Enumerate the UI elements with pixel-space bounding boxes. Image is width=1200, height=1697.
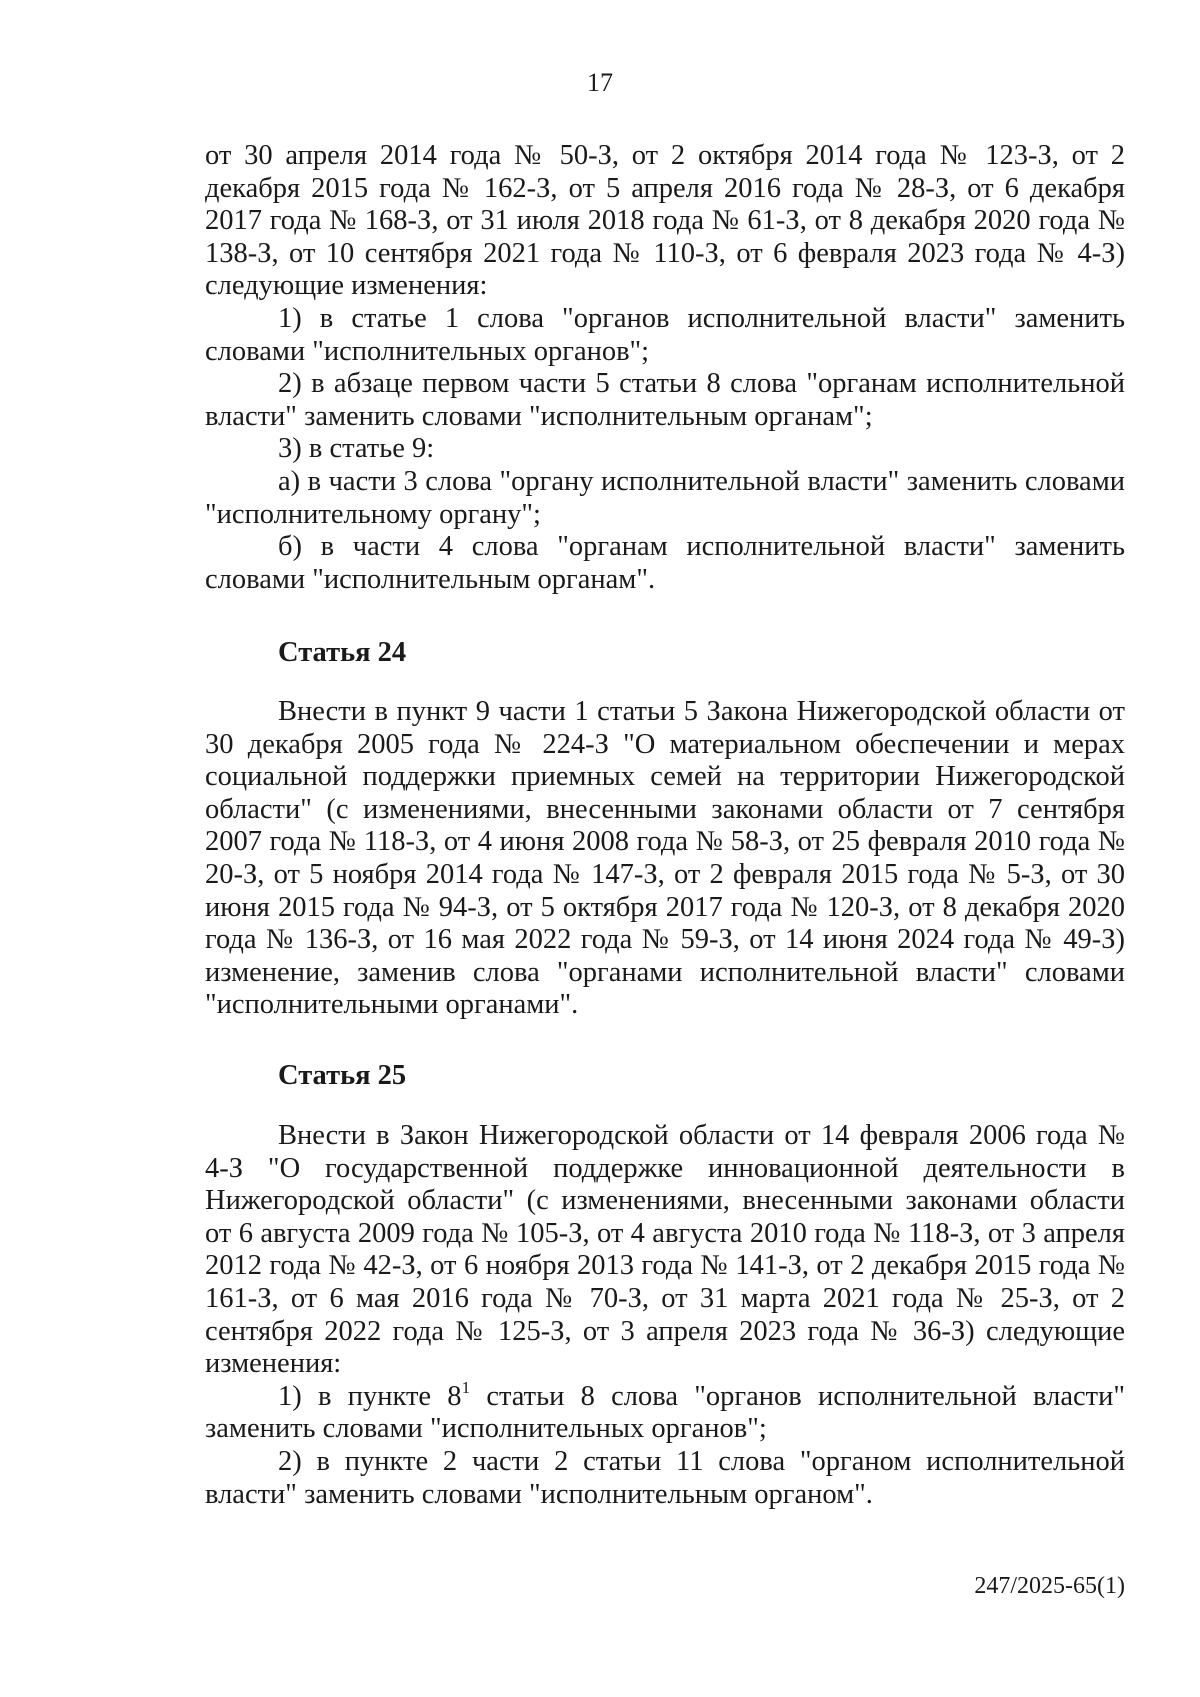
article-25-heading: Статья 25: [278, 1060, 407, 1091]
amendment-item-1: 1) в статье 1 слова "органов исполнительной власти" заменить словами "исполнительных органов";: [205, 302, 1125, 367]
article-25-item-1-superscript: 1: [461, 1377, 471, 1397]
article-25-paragraph: Внести в Закон Нижегородской области от 14 февраля 2006 года № 4-З "О государственной поддержке инновационной деятельности в Нижегородской области" (с изменениями, внесенными законами области от 6 августа 2009 года № 105-З, от 4 августа 2010 года № 118-З, от 3 апреля 2012 года № 42-З, от 6 ноября 2013 года № 141-З, от 2 декабря 2015 года № 161-З, от 6 мая 2016 года № 70-З, от 31 марта 2021 года № 25-З, от 2 сентября 2022 года № 125-З, от 3 апреля 2023 года № 36-З) следующие изменения:: [205, 1120, 1125, 1380]
document-code: 247/2025-65(1): [974, 1573, 1125, 1599]
amendment-item-2: 2) в абзаце первом части 5 статьи 8 слова "органам исполнительной власти" заменить словами "исполнительным органам";: [205, 368, 1125, 432]
article-25-item-1-rest: статьи 8 слова "органов исполнительной власти" заменить словами "исполнительных органов";: [205, 1380, 1125, 1445]
amendment-intro-paragraph: от 30 апреля 2014 года № 50-З, от 2 октября 2014 года № 123-З, от 2 декабря 2015 года № 162-З, от 5 апреля 2016 года № 28-З, от 6 декабря 2017 года № 168-З, от 31 июля 2018 года № 61-З, от 8 декабря 2020 года № 138-З, от 10 сентября 2021 года № 110-З, от 6 февраля 2023 года № 4-З) следующие изменения:: [205, 140, 1125, 302]
amendment-item-3: 3) в статье 9:: [278, 433, 435, 465]
amendments-block-continued: [205, 140, 1125, 596]
page-number: 17: [587, 68, 613, 97]
article-25-item-1-prefix: 1) в пункте 8: [278, 1380, 462, 1412]
article-24-paragraph: Внести в пункт 9 части 1 статьи 5 Закона Нижегородской области от 30 декабря 2005 года № 224-З "О материальном обеспечении и мерах социальной поддержки приемных семей на территории Нижегородской области" (с изменениями, внесенными законами области от 7 сентября 2007 года № 118-З, от 4 июня 2008 года № 58-З, от 25 февраля 2010 года № 20-З, от 5 ноября 2014 года № 147-З, от 2 февраля 2015 года № 5-З, от 30 июня 2015 года № 94-З, от 5 октября 2017 года № 120-З, от 8 декабря 2020 года № 136-З, от 16 мая 2022 года № 59-З, от 14 июня 2024 года № 49-З) изменение, заменив слова "органами исполнительной власти" словами "исполнительными органами".: [205, 696, 1125, 1021]
article-25-item-2: 2) в пункте 2 части 2 статьи 11 слова "органом исполнительной власти" заменить словами "исполнительным органом".: [205, 1445, 1125, 1510]
amendment-item-3a: а) в части 3 слова "органу исполнительной власти" заменить словами "исполнительному органу";: [205, 465, 1125, 530]
article-25-body: [205, 1120, 1125, 1511]
article-24-body: [205, 696, 1125, 1022]
article-24-heading: Статья 24: [278, 637, 407, 668]
article-25-item-1: [205, 1377, 1125, 1446]
amendment-item-3b: б) в части 4 слова "органам исполнительной власти" заменить словами "исполнительным органам".: [205, 531, 1125, 595]
